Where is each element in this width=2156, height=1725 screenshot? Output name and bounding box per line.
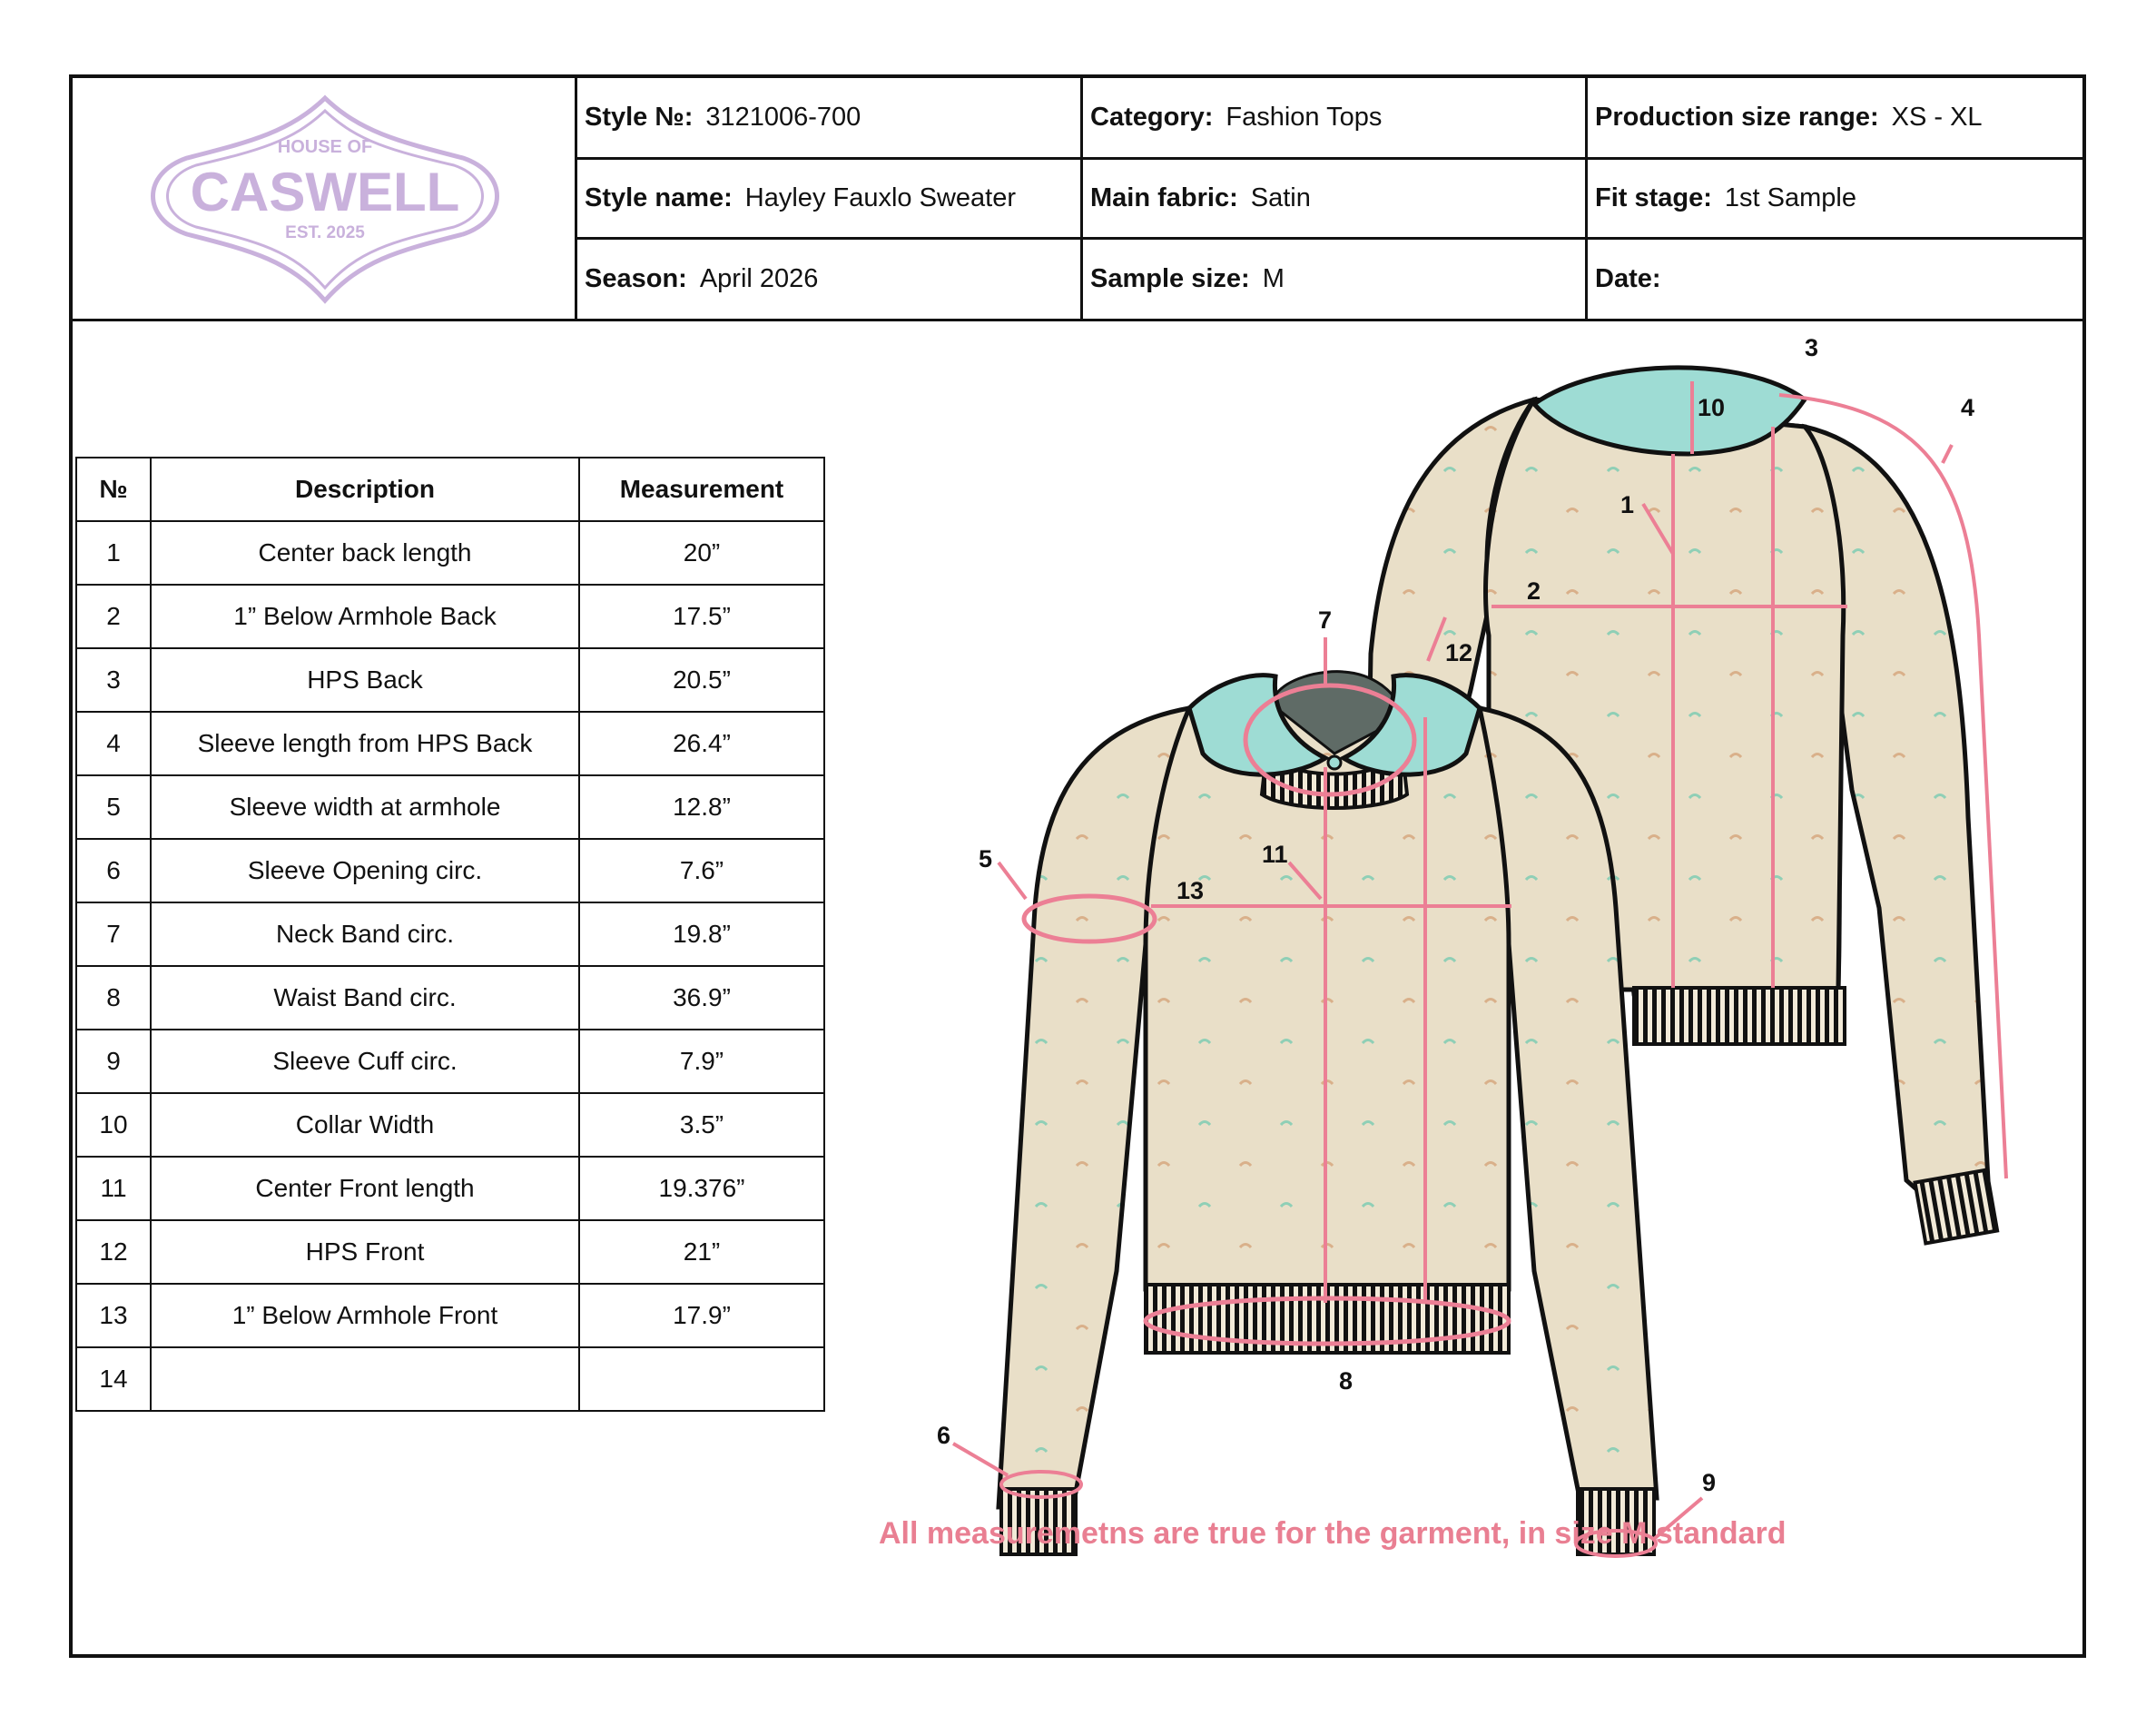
cell-no: 1	[76, 521, 151, 585]
sample-size-label: Sample size:	[1090, 264, 1250, 293]
cell-description: Waist Band circ.	[151, 966, 579, 1030]
callout-11: 11	[1262, 841, 1288, 868]
callout-7: 7	[1318, 606, 1333, 634]
style-no-value: 3121006-700	[705, 103, 861, 132]
date-label: Date:	[1595, 264, 1661, 293]
season-label: Season:	[585, 264, 687, 293]
category-label: Category:	[1090, 103, 1214, 132]
back-waistband	[1634, 988, 1845, 1044]
cell-description: 1” Below Armhole Back	[151, 585, 579, 648]
cell-no: 12	[76, 1220, 151, 1284]
cell-no: 3	[76, 648, 151, 712]
footer-note: All measuremetns are true for the garment, in size M standard	[879, 1516, 1787, 1551]
cell-measurement: 7.9”	[579, 1030, 824, 1093]
cell-no: 10	[76, 1093, 151, 1157]
cell-measurement: 17.9”	[579, 1284, 824, 1347]
callout-10: 10	[1698, 394, 1726, 421]
callout-8: 8	[1339, 1367, 1354, 1395]
cell-description: HPS Front	[151, 1220, 579, 1284]
col-header-description: Description	[151, 458, 579, 521]
col-header-no: №	[76, 458, 151, 521]
size-range-label: Production size range:	[1595, 103, 1879, 132]
cell-description: Center back length	[151, 521, 579, 585]
cell-measurement: 17.5”	[579, 585, 824, 648]
cell-description: Sleeve Opening circ.	[151, 839, 579, 902]
cell-measurement: 20.5”	[579, 648, 824, 712]
cell-no: 8	[76, 966, 151, 1030]
col-header-measurement: Measurement	[579, 458, 824, 521]
callout-3: 3	[1805, 334, 1819, 361]
cell-measurement: 20”	[579, 521, 824, 585]
cell-measurement: 21”	[579, 1220, 824, 1284]
category-value: Fashion Tops	[1226, 103, 1383, 132]
cell-measurement: 36.9”	[579, 966, 824, 1030]
cell-no: 9	[76, 1030, 151, 1093]
callout-2: 2	[1527, 577, 1541, 605]
style-name-label: Style name:	[585, 183, 733, 212]
cell-no: 6	[76, 839, 151, 902]
cell-description: 1” Below Armhole Front	[151, 1284, 579, 1347]
cell-no: 14	[76, 1347, 151, 1411]
callout-1: 1	[1620, 491, 1635, 518]
cell-measurement: 19.8”	[579, 902, 824, 966]
back-right-cuff	[1915, 1170, 1998, 1244]
cell-no: 5	[76, 775, 151, 839]
cell-no: 13	[76, 1284, 151, 1347]
fit-stage-value: 1st Sample	[1724, 183, 1856, 212]
style-no-label: Style №:	[585, 103, 694, 132]
cell-description: Sleeve length from HPS Back	[151, 712, 579, 775]
cell-description: Sleeve Cuff circ.	[151, 1030, 579, 1093]
size-range-value: XS - XL	[1891, 103, 1983, 132]
sample-size-value: M	[1262, 264, 1285, 293]
cell-measurement: 19.376”	[579, 1157, 824, 1220]
callout-4: 4	[1961, 394, 1975, 421]
logo-main-text: CASWELL	[190, 162, 460, 222]
cell-measurement: 3.5”	[579, 1093, 824, 1157]
callout-6: 6	[937, 1422, 951, 1449]
cell-description: Neck Band circ.	[151, 902, 579, 966]
callout-12: 12	[1445, 639, 1473, 666]
callout-5: 5	[979, 845, 993, 872]
cell-description: Center Front length	[151, 1157, 579, 1220]
season-value: April 2026	[699, 264, 819, 293]
front-button	[1328, 756, 1341, 769]
fit-stage-label: Fit stage:	[1595, 183, 1712, 212]
cell-description: Sleeve width at armhole	[151, 775, 579, 839]
cell-measurement: 26.4”	[579, 712, 824, 775]
style-name-value: Hayley Fauxlo Sweater	[744, 183, 1016, 212]
cell-description: HPS Back	[151, 648, 579, 712]
cell-measurement: 7.6”	[579, 839, 824, 902]
callout-13: 13	[1176, 877, 1205, 904]
cell-no: 7	[76, 902, 151, 966]
cell-no: 4	[76, 712, 151, 775]
cell-no: 11	[76, 1157, 151, 1220]
cell-measurement: 12.8”	[579, 775, 824, 839]
logo-bottom-text: EST. 2025	[285, 223, 365, 242]
cell-description: Collar Width	[151, 1093, 579, 1157]
main-fabric-value: Satin	[1250, 183, 1311, 212]
callout-9: 9	[1702, 1469, 1717, 1496]
logo-top-text: HOUSE OF	[277, 137, 373, 157]
main-fabric-label: Main fabric:	[1090, 183, 1238, 212]
cell-no: 2	[76, 585, 151, 648]
